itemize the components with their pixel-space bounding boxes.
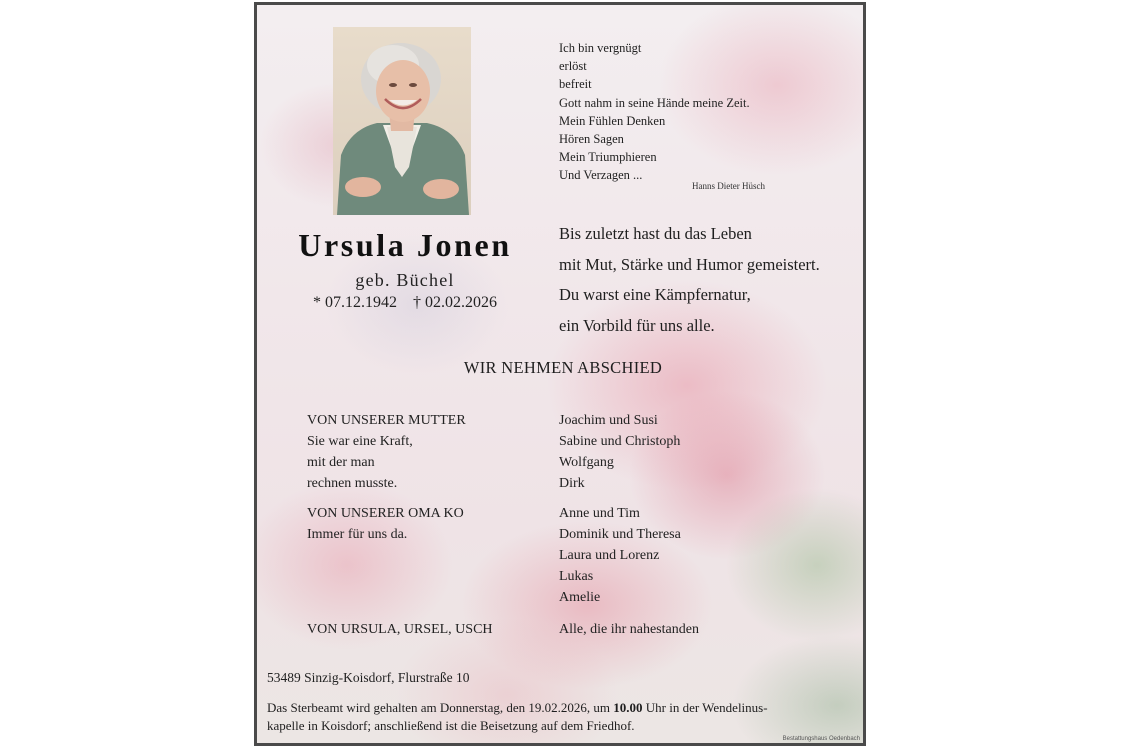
- poem-author: Hanns Dieter Hüsch: [692, 181, 765, 191]
- farewell-line: rechnen musste.: [307, 476, 398, 491]
- farewell-line: VON UNSERER MUTTER: [307, 413, 466, 428]
- service-line: kapelle in Koisdorf; anschließend ist die Beisetzung auf dem Friedhof.: [267, 718, 635, 733]
- tribute-line: mit Mut, Stärke und Humor gemeistert.: [559, 254, 820, 274]
- mourner-name: Dominik und Theresa: [559, 527, 681, 542]
- poem-line: erlöst: [559, 59, 587, 74]
- mourner-name: Amelie: [559, 590, 601, 605]
- deceased-name: Ursula Jonen: [298, 227, 512, 263]
- portrait-photo: [333, 27, 471, 215]
- mourner-name: Joachim und Susi: [559, 413, 658, 428]
- farewell-line: Immer für uns da.: [307, 527, 408, 542]
- farewell-nicknames-text: [307, 619, 547, 640]
- tribute-line: Du warst eine Kämpfernatur,: [559, 285, 751, 304]
- mourner-name: Lukas: [559, 569, 594, 584]
- farewell-line: mit der man: [307, 455, 375, 470]
- poem-line: Hören Sagen: [559, 132, 624, 147]
- poem-line: Gott nahm in seine Hände meine Zeit.: [559, 95, 750, 110]
- poem: [559, 39, 819, 185]
- tribute-text: [559, 219, 864, 341]
- mourner-name: Anne und Tim: [559, 506, 640, 521]
- farewell-line: VON UNSERER OMA KO: [307, 506, 464, 521]
- farewell-line: Sie war eine Kraft,: [307, 434, 413, 449]
- mourner-name: Wolfgang: [559, 455, 614, 470]
- mourner-name: Laura und Lorenz: [559, 548, 660, 563]
- service-line: [267, 699, 863, 717]
- portrait-illustration: [333, 27, 471, 215]
- mourner-name: Alle, die ihr nahestanden: [559, 622, 699, 637]
- obituary-notice: [254, 2, 866, 746]
- life-dates: [269, 294, 541, 312]
- service-text: Das Sterbeamt wird gehalten am Donnerstag, den 19.02.2026, um: [267, 700, 614, 715]
- service-text: Uhr in der Wendelinus-: [642, 700, 768, 715]
- poem-line: befreit: [559, 77, 592, 92]
- poem-line: Ich bin vergnügt: [559, 41, 642, 55]
- poem-line: Mein Fühlen Denken: [559, 113, 666, 128]
- mourners-others: [559, 619, 849, 640]
- mourners-children: [559, 410, 849, 494]
- tribute-line: ein Vorbild für uns alle.: [559, 315, 715, 335]
- funeral-home-credit: Bestattungshaus Oedenbach: [782, 736, 860, 742]
- service-details: [267, 699, 863, 735]
- death-date: † 02.02.2026: [413, 294, 497, 311]
- maiden-name: geb. Büchel: [355, 270, 455, 290]
- tribute-line: Bis zuletzt hast du das Leben: [559, 224, 752, 243]
- farewell-headline: WIR NEHMEN ABSCHIED: [463, 358, 663, 377]
- farewell-mother-text: [307, 410, 547, 494]
- address: 53489 Sinzig-Koisdorf, Flurstraße 10: [267, 670, 470, 685]
- mourners-grandchildren: [559, 503, 849, 608]
- mourner-name: Sabine und Christoph: [559, 434, 681, 449]
- service-time: 10.00: [613, 700, 643, 715]
- birth-date: * 07.12.1942: [313, 294, 397, 311]
- mourner-name: Dirk: [559, 476, 585, 491]
- poem-line: Mein Triumphieren: [559, 150, 657, 165]
- farewell-grandmother-text: [307, 503, 547, 545]
- poem-line: Und Verzagen ...: [559, 168, 643, 183]
- farewell-line: VON URSULA, URSEL, USCH: [307, 622, 493, 637]
